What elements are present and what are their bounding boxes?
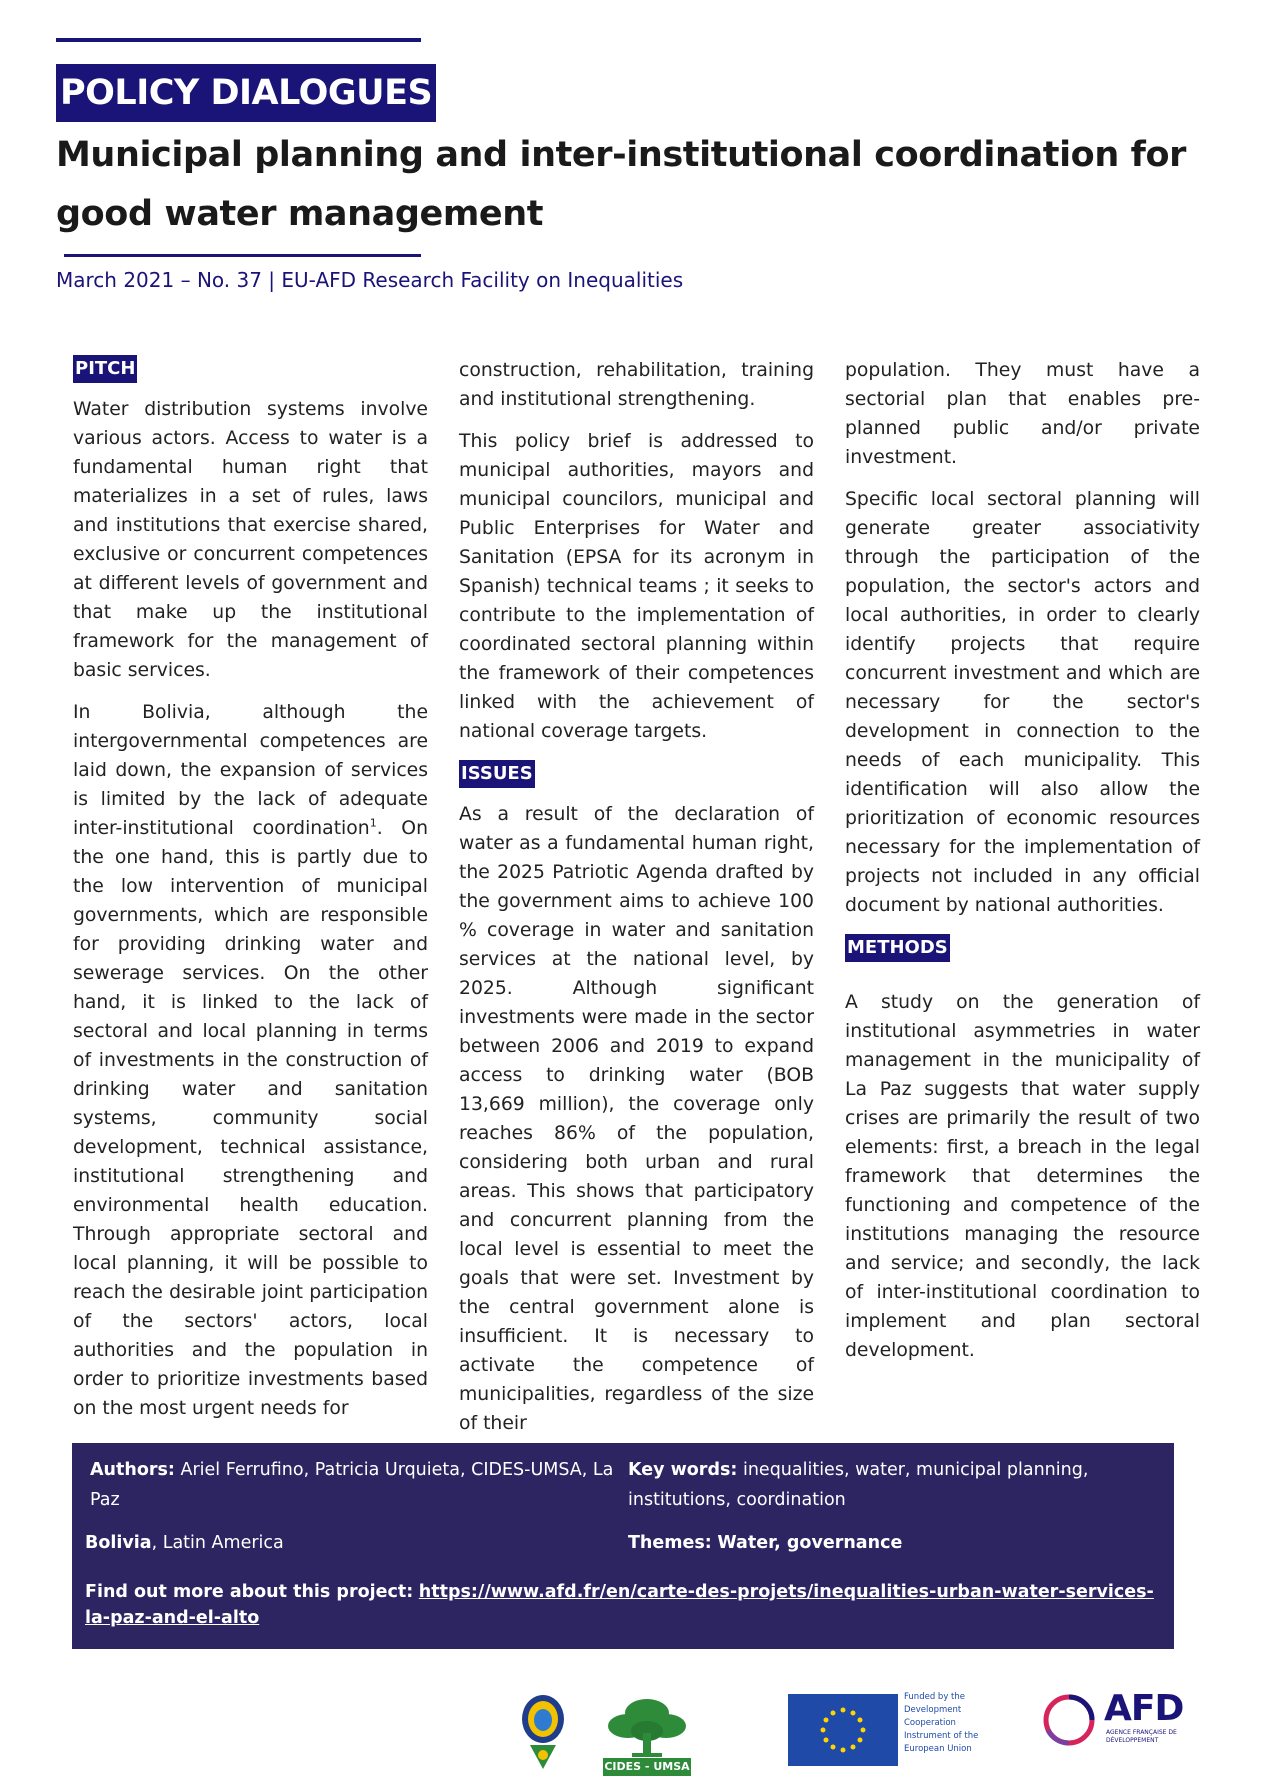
pitch-paragraph-2: In Bolivia, although the intergovernmental competences are laid down, the expansion of services is limited by the lack of adequate inter-institutional coordination$^1$. On the one hand, this is partly due to the low intervention of municipal governments, which are responsible for providing drinking water and sewerage services. On the other hand, it is linked to the lack of sectoral and local planning in terms of investments in the construction of drinking water and sanitation systems, community social development, technical assistance, institutional strengthening and environmental health education. Through appropriate sectoral and local planning, it will be possible to reach the desirable joint participation of the sectors' actors, local authorities and the population in order to prioritize investments based on the most urgent needs for <box>73 702 428 1419</box>
methods-paragraph-1: A study on the generation of institutional asymmetries in water management in the municipality of La Paz suggests that water supply crises are primarily the result of two elements: first, a breach in the legal framework that determines the functioning and competence of the institutions managing the resource and service; and secondly, the lack of inter-institutional coordination to implement and plan sectoral development. <box>845 992 1200 1361</box>
umsa-seal-logo <box>518 1693 568 1773</box>
column-1 <box>73 354 428 1436</box>
cides-umsa-logo <box>600 1693 695 1778</box>
project-link[interactable]: https://www.afd.fr/en/carte-des-projets/inequalities-urban-water-services-la-paz-and-el-alto <box>85 1582 1154 1628</box>
eu-flag-logo <box>788 1694 898 1766</box>
info-box <box>72 1443 1174 1649</box>
pitch-paragraph-1: Water distribution systems involve various actors. Access to water is a fundamental human right that materializes in a set of rules, laws and institutions that exercise shared, exclusive or concurrent competences at different levels of government and that make up the institutional framework for the management of basic services. <box>73 399 428 681</box>
column-2 <box>459 356 814 1451</box>
project-link-line: Find out more about this project: https://www.afd.fr/en/carte-des-projets/inequalities-urban-water-services-la-paz-and-el-alto <box>85 1582 1154 1628</box>
pitch-tag: PITCH <box>73 355 137 383</box>
methods-tag: METHODS <box>845 934 950 962</box>
pitch-paragraph-4: This policy brief is addressed to municipal authorities, mayors and municipal councilors, municipal and Public Enterprises for Water and Sanitation (EPSA for its acronym in Spanish) technical teams ; it seeks to contribute to the implementation of coordinated sectoral planning within the framework of their competences linked with the achievement of national coverage targets. <box>459 431 814 742</box>
keywords: Key words: inequalities, water, municipal planning, institutions, coordination <box>628 1460 1089 1510</box>
themes: Themes: Water, governance <box>628 1533 903 1553</box>
pitch-paragraph-3: construction, rehabilitation, training and institutional strengthening. <box>459 360 814 410</box>
afd-logo <box>1040 1690 1190 1750</box>
issues-paragraph-2: population. They must have a sectorial plan that enables pre-planned public and/or private investment. <box>845 360 1200 468</box>
issues-paragraph-1: As a result of the declaration of water as a fundamental human right, the 2025 Patriotic Agenda drafted by the government aims to achieve 100 % coverage in water and sanitation services at the national level, by 2025. Although significant investments were made in the sector between 2006 and 2019 to expand access to drinking water (BOB 13,669 million), the coverage only reaches 86% of the population, considering both urban and rural areas. This shows that participatory and concurrent planning from the local level is essential to meet the goals that were set. Investment by the central government alone is insufficient. It is necessary to activate the competence of municipalities, regardless of the size of their <box>459 804 814 1434</box>
top-rule <box>56 38 421 42</box>
page-title: Municipal planning and inter-institutional coordination for good water management <box>56 135 1186 234</box>
policy-dialogues-banner: POLICY DIALOGUES <box>56 64 436 122</box>
authors: Authors: Ariel Ferrufino, Patricia Urquieta, CIDES-UMSA, La Paz <box>90 1460 614 1510</box>
afd-wordmark: AFD <box>1104 1688 1184 1729</box>
eu-funding-text: Funded by the Development Cooperation Instrument of the European Union <box>904 1692 979 1754</box>
issue-meta: March 2021 – No. 37 | EU-AFD Research Facility on Inequalities <box>56 268 684 292</box>
title-rule <box>64 254 421 257</box>
country: Bolivia, Latin America <box>85 1533 284 1553</box>
footnote-ref[interactable]: 1 <box>369 816 377 830</box>
column-3 <box>845 356 1200 1378</box>
afd-subtitle: AGENCE FRANÇAISE DE DÉVELOPPEMENT <box>1106 1729 1177 1744</box>
issues-paragraph-3: Specific local sectoral planning will generate greater associativity through the participation of the population, the sector's actors and local authorities, in order to clearly identify projects that require concurrent investment and which are necessary for the sector's development in connection to the needs of each municipality. This identification will also allow the prioritization of economic resources necessary for the implementation of projects not included in any official document by national authorities. <box>845 489 1200 916</box>
issues-tag: ISSUES <box>459 760 535 788</box>
cides-label: CIDES - UMSA <box>603 1758 691 1776</box>
